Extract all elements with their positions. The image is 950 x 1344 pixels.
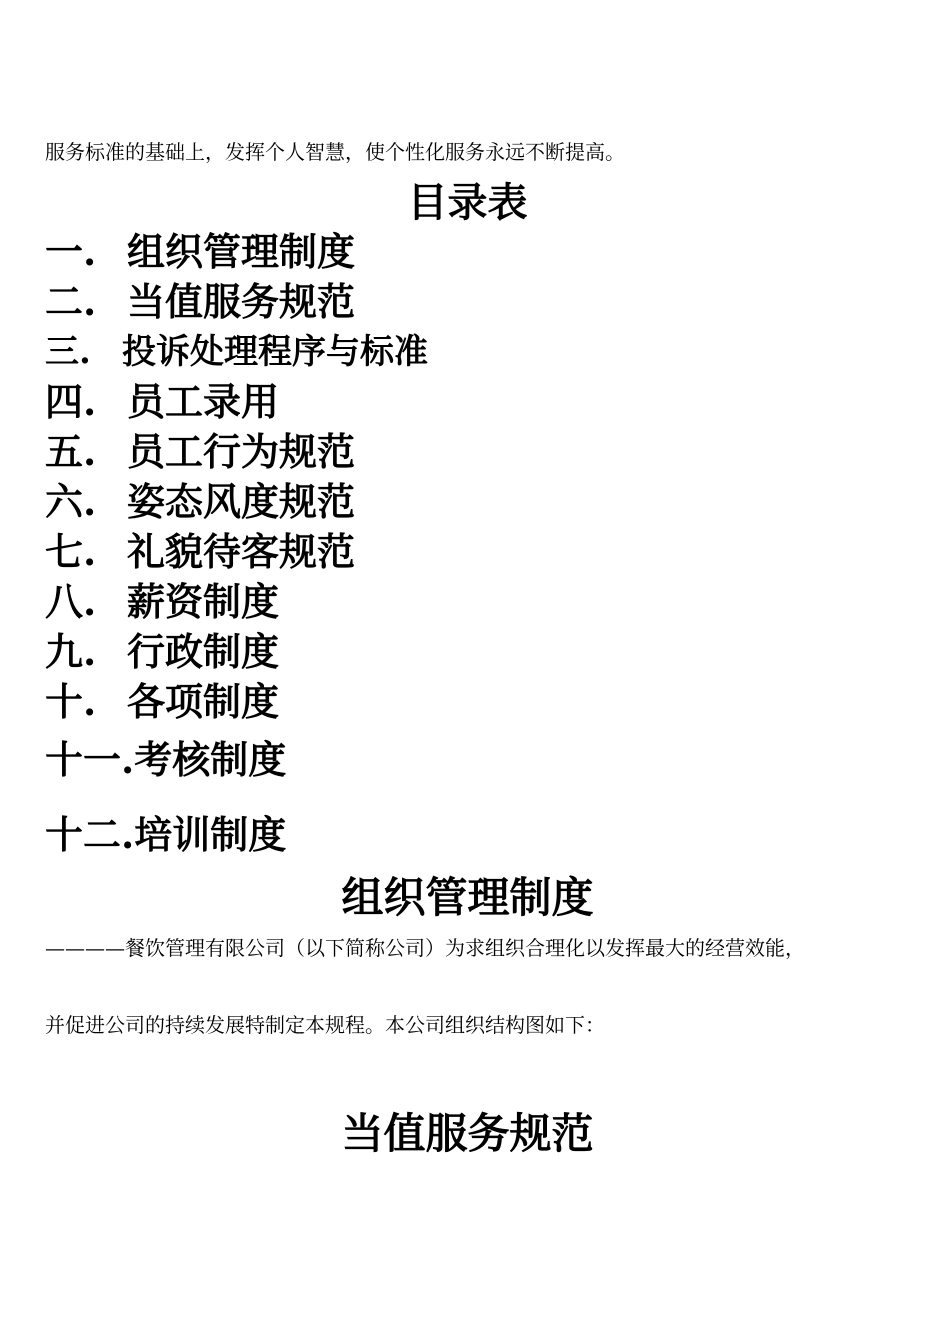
toc-item-label: 各项制度: [127, 679, 280, 724]
toc-item-label: 当值服务规范: [127, 279, 356, 324]
toc-item: [45, 430, 355, 474]
toc-item-number: 十一.: [45, 737, 135, 782]
toc-item-number: 九.: [45, 629, 97, 674]
toc-item: [45, 580, 279, 624]
toc-item: [45, 280, 355, 324]
toc-item: [45, 680, 279, 724]
toc-item-label: 员工录用: [127, 379, 280, 424]
toc-item-label: 行政制度: [127, 629, 280, 674]
toc-item-number: 十.: [45, 679, 97, 724]
toc-item: [45, 230, 355, 274]
toc-item: [45, 380, 279, 424]
toc-item-label: 员工行为规范: [127, 429, 356, 474]
toc-item: [45, 738, 286, 782]
toc-item: [45, 330, 428, 374]
toc-item: [45, 480, 355, 524]
toc-item: [45, 630, 279, 674]
toc-item-number: 二.: [45, 279, 97, 324]
section-title-duty-service: 当值服务规范: [341, 1109, 594, 1158]
section-paragraph-line: 并促进公司的持续发展特制定本规程。本公司组织结构图如下：: [45, 1013, 605, 1037]
toc-item-label: 姿态风度规范: [127, 479, 356, 524]
section-title-org-management: 组织管理制度: [341, 873, 594, 922]
toc-item: [45, 530, 355, 574]
toc-item-number: 五.: [45, 429, 97, 474]
toc-item-number: 三.: [45, 332, 91, 372]
toc-item-number: 十二.: [45, 812, 135, 857]
toc-item-number: 六.: [45, 479, 97, 524]
toc-item-number: 一.: [45, 229, 97, 274]
toc-item-label: 培训制度: [134, 812, 287, 857]
toc-item-number: 七.: [45, 529, 97, 574]
toc-item-number: 八.: [45, 579, 97, 624]
toc-item-label: 考核制度: [134, 737, 287, 782]
toc-item-label: 礼貌待客规范: [127, 529, 356, 574]
toc-item: [45, 813, 286, 857]
toc-item-label: 投诉处理程序与标准: [122, 332, 428, 372]
toc-item-label: 薪资制度: [127, 579, 280, 624]
intro-text: 服务标准的基础上，发挥个人智慧，使个性化服务永远不断提高。: [45, 140, 625, 164]
toc-title: 目录表: [407, 179, 528, 226]
toc-item-number: 四.: [45, 379, 97, 424]
section-paragraph-line: ————餐饮管理有限公司（以下简称公司）为求组织合理化以发挥最大的经营效能，: [45, 936, 805, 960]
toc-item-label: 组织管理制度: [127, 229, 356, 274]
